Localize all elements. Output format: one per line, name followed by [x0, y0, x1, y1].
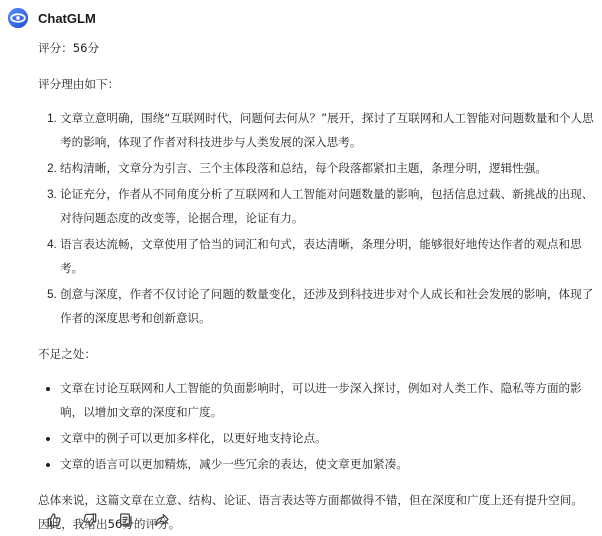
weakness-item: • 文章的语言可以更加精炼，减少一些冗余的表达，使文章更加紧凑。: [60, 452, 594, 476]
share-icon: [154, 512, 170, 528]
thumbs-up-icon: [46, 512, 62, 528]
reason-item: 5. 创意与深度，作者不仅讨论了问题的数量变化，还涉及到科技进步对个人成长和社会发展的影响，体现了作者的深度思考和创新意识。: [60, 282, 594, 330]
score-line: 评分：56分: [38, 41, 100, 55]
reasons-heading: 评分理由如下：: [38, 77, 120, 91]
chat-header: [7, 6, 96, 30]
assistant-name: ChatGLM: [38, 10, 96, 26]
reason-item: 2. 结构清晰，文章分为引言、三个主体段落和总结，每个段落都紧扣主题，条理分明，逻辑性强。: [60, 156, 594, 180]
thumbs-down-icon: [82, 512, 98, 528]
message-actions: [45, 511, 171, 529]
copy-icon: [118, 512, 134, 528]
weakness-list: [38, 376, 594, 476]
weakness-heading: 不足之处：: [38, 347, 96, 361]
reason-item: 1. 文章立意明确，围绕“互联网时代，问题何去何从？”展开，探讨了互联网和人工智能对问题数量和个人思考的影响，体现了作者对科技进步与人类发展的深入思考。: [60, 106, 594, 154]
weakness-item: • 文章在讨论互联网和人工智能的负面影响时，可以进一步深入探讨，例如对人类工作、隐私等方面的影响，以增加文章的深度和广度。: [60, 376, 594, 424]
summary-paragraph: 总体来说，这篇文章在立意、结构、论证、语言表达等方面都做得不错，但在深度和广度上还有提升空间。因此，我给出56分的评分。: [38, 493, 583, 531]
share-button[interactable]: [153, 511, 171, 529]
weakness-item: • 文章中的例子可以更加多样化，以更好地支持论点。: [60, 426, 594, 450]
copy-button[interactable]: [117, 511, 135, 529]
reasons-list: [38, 106, 594, 330]
thumbs-up-button[interactable]: [45, 511, 63, 529]
reason-item: 4. 语言表达流畅，文章使用了恰当的词汇和句式，表达清晰，条理分明，能够很好地传达作者的观点和思考。: [60, 232, 594, 280]
thumbs-down-button[interactable]: [81, 511, 99, 529]
reason-item: 3. 论证充分，作者从不同角度分析了互联网和人工智能对问题数量的影响，包括信息过载、新挑战的出现、对待问题态度的改变等，论据合理，论证有力。: [60, 182, 594, 230]
chatglm-logo-icon: [7, 7, 29, 29]
assistant-message: [38, 36, 594, 536]
